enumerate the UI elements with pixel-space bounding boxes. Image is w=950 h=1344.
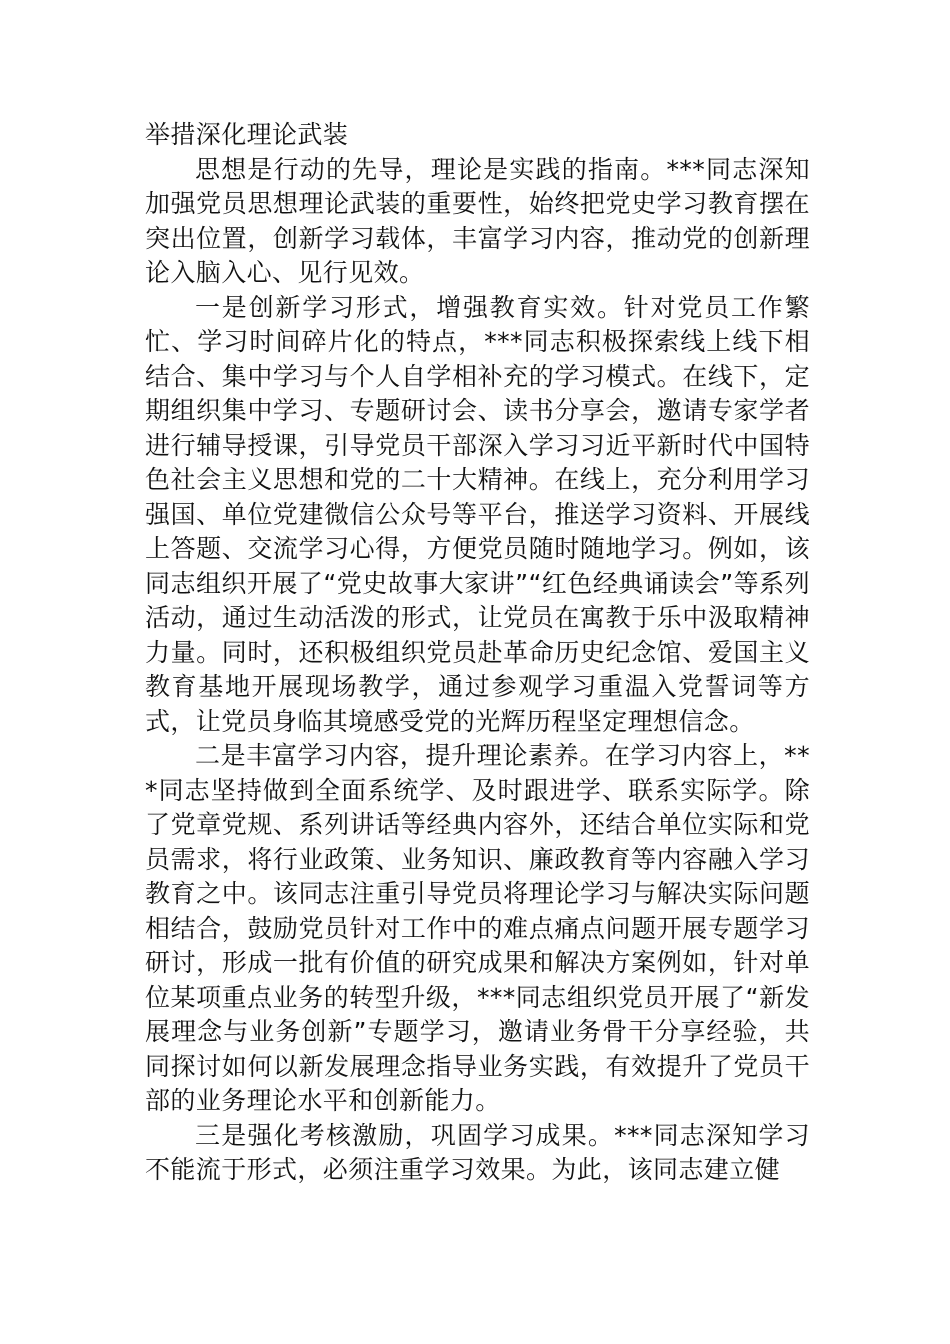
paragraph-intro: 思想是行动的先导，理论是实践的指南。***同志深知加强党员思想理论武装的重要性，始终把党史学习教育摆在突出位置，创新学习载体，丰富学习内容，推动党的创新理论入脑入心、见行见效。: [145, 154, 810, 287]
paragraph-assessment: 三是强化考核激励，巩固学习成果。***同志深知学习不能流于形式，必须注重学习效果。为此，该同志建立健: [145, 1120, 810, 1184]
document-body: [145, 118, 810, 1188]
paragraph-learning-content: 二是丰富学习内容，提升理论素养。在学习内容上，***同志坚持做到全面系统学、及时跟进学、联系实际学。除了党章党规、系列讲话等经典内容外，还结合单位实际和党员需求，将行业政策、业务知识、廉政教育等内容融入学习教育之中。该同志注重引导党员将理论学习与解决实际问题相结合，鼓励党员针对工作中的难点痛点问题开展专题学习研讨，形成一批有价值的研究成果和解决方案例如，针对单位某项重点业务的转型升级，***同志组织党员开展了“新发展理念与业务创新”专题学习，邀请业务骨干分享经验，共同探讨如何以新发展理念指导业务实践，有效提升了党员干部的业务理论水平和创新能力。: [145, 741, 810, 1115]
section-heading: 举措深化理论武装: [145, 120, 349, 149]
paragraph-learning-form: 一是创新学习形式，增强教育实效。针对党员工作繁忙、学习时间碎片化的特点，***同志积极探索线上线下相结合、集中学习与个人自学相补充的学习模式。在线下，定期组织集中学习、专题研讨会、读书分享会，邀请专家学者进行辅导授课，引导党员干部深入学习习近平新时代中国特色社会主义思想和党的二十大精神。在线上，充分利用学习强国、单位党建微信公众号等平台，推送学习资料、开展线上答题、交流学习心得，方便党员随时随地学习。例如，该同志组织开展了“党史故事大家讲”“红色经典诵读会”等系列活动，通过生动活泼的形式，让党员在寓教于乐中汲取精神力量。同时，还积极组织党员赴革命历史纪念馆、爱国主义教育基地开展现场教学，通过参观学习重温入党誓词等方式，让党员身临其境感受党的光辉历程坚定理想信念。: [145, 292, 810, 736]
